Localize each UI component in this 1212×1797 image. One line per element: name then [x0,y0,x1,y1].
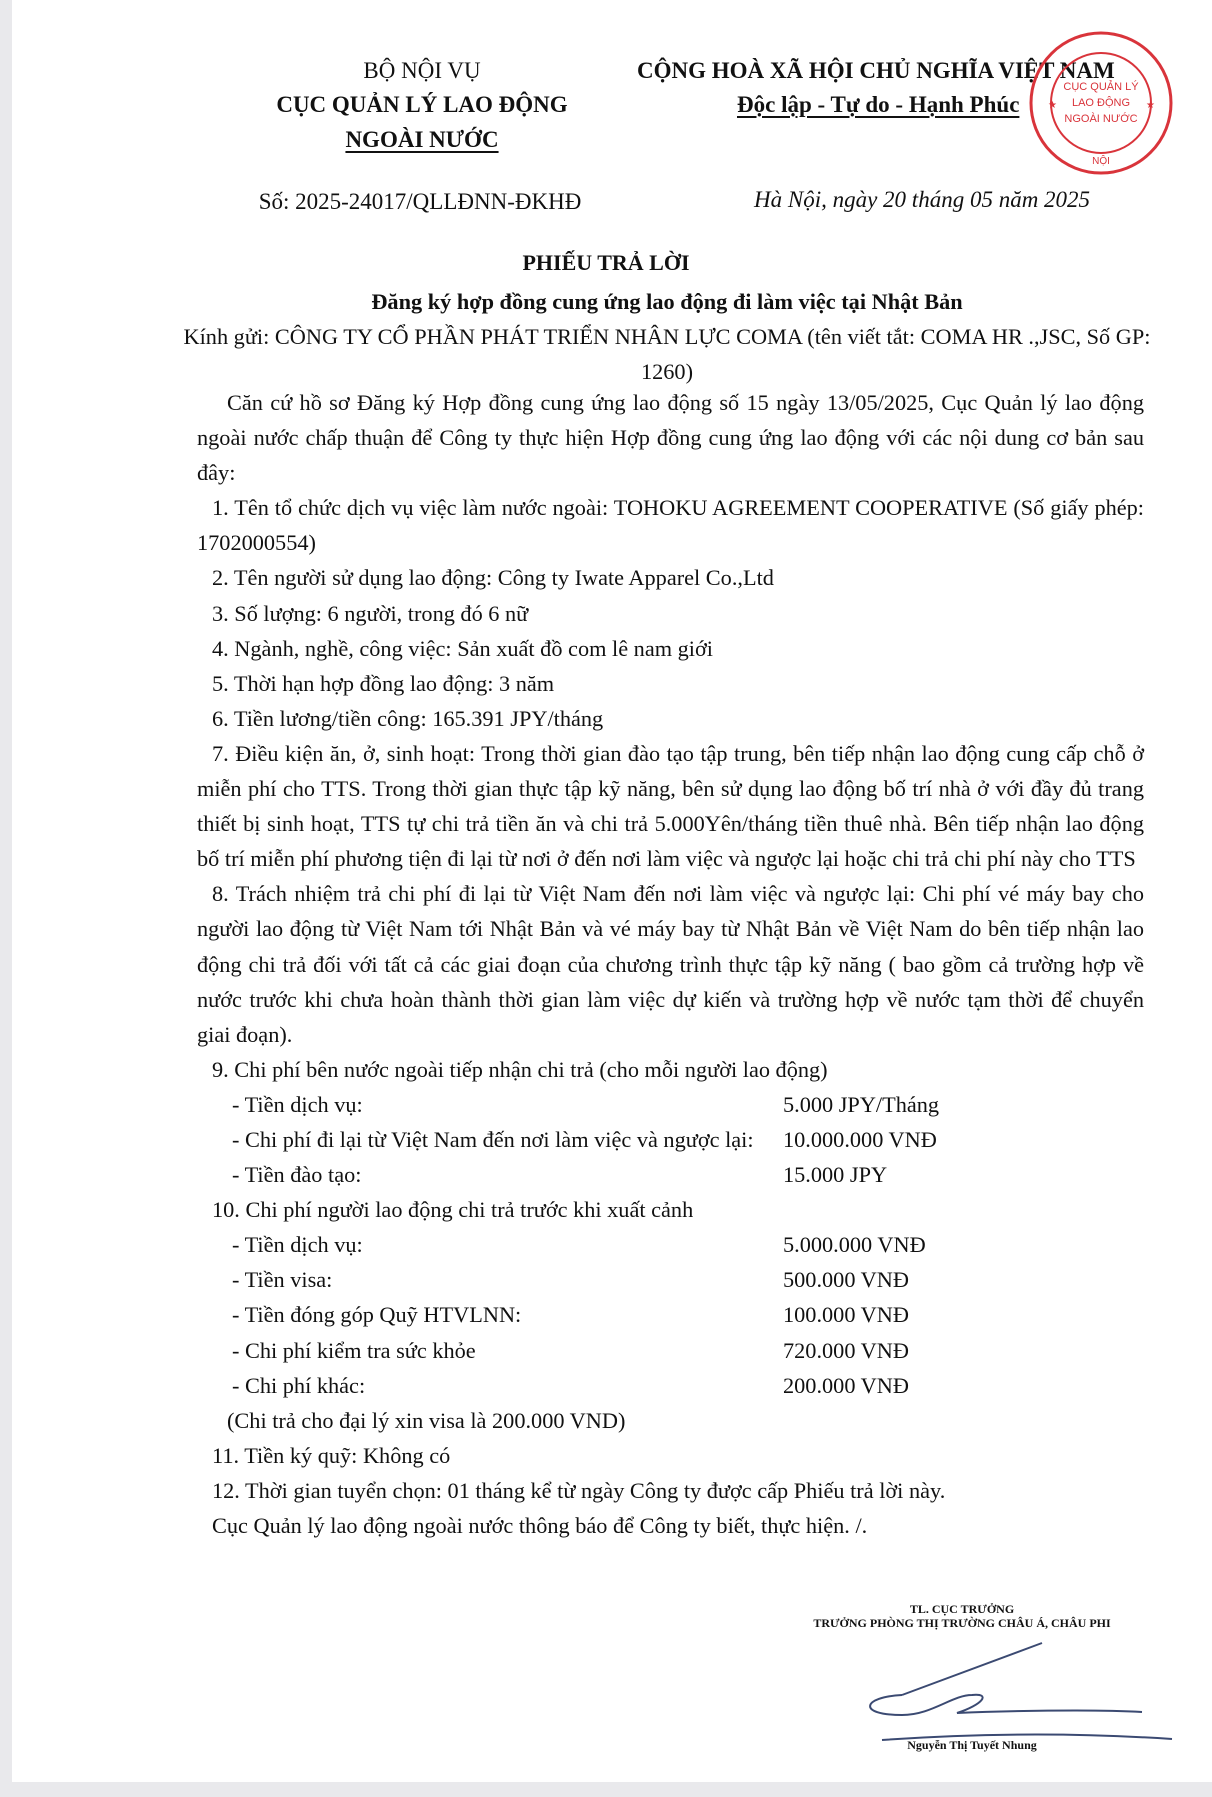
country-name: CỘNG HOÀ XÃ HỘI CHỦ NGHĨA VIỆT NAM [637,58,1115,83]
cost-value: 200.000 VNĐ [783,1372,909,1398]
list-item: 6. Tiền lương/tiền công: 165.391 JPY/tháng [212,705,604,731]
list-item: 11. Tiền ký quỹ: Không có [212,1442,451,1468]
cost-row [197,1297,1144,1332]
cost-value: 10.000.000 VNĐ [783,1126,937,1152]
cost-label: - Tiền dịch vụ: [232,1091,363,1117]
cost-value: 100.000 VNĐ [783,1302,909,1328]
cost-label: - Chi phí đi lại từ Việt Nam đến nơi làm việc và ngược lại: [232,1126,754,1152]
cost-value: 720.000 VNĐ [783,1337,909,1363]
document-body [197,385,1144,1543]
department-line2: NGOÀI NƯỚC [345,127,499,152]
list-item: 5. Thời hạn hợp đồng lao động: 3 năm [212,670,555,696]
cost-row [197,1262,1144,1297]
signer-name: Nguyễn Thị Tuyết Nhung [907,1738,1037,1752]
cost-value: 5.000.000 VNĐ [783,1232,926,1258]
document-subtitle: Đăng ký hợp đồng cung ứng lao động đi làm việc tại Nhật Bản [371,289,963,314]
cost-label: - Tiền đóng góp Quỹ HTVLNN: [232,1302,522,1328]
cost-value: 5.000 JPY/Tháng [783,1091,940,1117]
signature-title: TL. CỤC TRƯỞNG [909,1602,1015,1616]
svg-text:★: ★ [1146,100,1155,111]
cost-row [197,1087,1144,1122]
official-stamp [1026,28,1176,178]
cost-row [197,1227,1144,1262]
ministry-name: BỘ NỘI VỤ [363,58,481,83]
cost-row [197,1333,1144,1368]
cost-label: - Chi phí khác: [232,1372,366,1398]
department-line1: CỤC QUẢN LÝ LAO ĐỘNG [276,92,568,117]
svg-text:NGOÀI NƯỚC: NGOÀI NƯỚC [1064,113,1138,125]
document-page [12,0,1212,1782]
list-item: 8. Trách nhiệm trả chi phí đi lại từ Việt Nam đến nơi làm việc và ngược lại: Chi phí vé máy bay cho người lao động từ Việt Nam tới Nhật Bản và vé máy bay từ Nhật Bản về Việt Nam do bên tiếp nhận lao động chi trả đối với tất cả các giai đoạn của chương trình thực tập kỹ năng ( bao gồm cả trường hợp về nước trước khi chưa hoàn thành thời gian làm việc dự kiến và trường hợp về nước tạm thời để chuyển giai đoạn). [197,881,1144,1047]
document-number: Số: 2025-24017/QLLĐNN-ĐKHĐ [258,189,582,214]
cost-note: (Chi trả cho đại lý xin visa là 200.000 VND) [227,1407,626,1433]
cost-heading: 10. Chi phí người lao động chi trả trước khi xuất cảnh [212,1197,694,1223]
document-date: Hà Nội, ngày 20 tháng 05 năm 2025 [754,187,1091,212]
cost-heading: 9. Chi phí bên nước ngoài tiếp nhận chi trả (cho mỗi người lao động) [212,1056,828,1082]
cost-row [197,1122,1144,1157]
cost-label: - Tiền đào tạo: [232,1162,362,1188]
list-item: 12. Thời gian tuyển chọn: 01 tháng kể từ ngày Công ty được cấp Phiếu trả lời này. [212,1477,946,1503]
motto: Độc lập - Tự do - Hạnh Phúc [737,92,1020,117]
svg-text:★: ★ [1048,100,1057,111]
cost-value: 15.000 JPY [783,1162,888,1188]
cost-row [197,1368,1144,1403]
cost-label: - Tiền dịch vụ: [232,1232,363,1258]
document-title: PHIẾU TRẢ LỜI [522,250,690,275]
list-item: 1. Tên tổ chức dịch vụ việc làm nước ngoài: TOHOKU AGREEMENT COOPERATIVE (Số giấy phép: 1702000554) [197,495,1144,556]
list-item: 2. Tên người sử dụng lao động: Công ty Iwate Apparel Co.,Ltd [212,565,774,591]
closing-line: Cục Quản lý lao động ngoài nước thông báo để Công ty biết, thực hiện. /. [212,1513,868,1538]
intro-paragraph: Căn cứ hồ sơ Đăng ký Hợp đồng cung ứng lao động số 15 ngày 13/05/2025, Cục Quản lý lao động ngoài nước chấp thuận để Công ty thực hiện Hợp đồng cung ứng lao động với các nội dung cơ bản sau đây: [197,390,1144,486]
signature-position: TRƯỞNG PHÒNG THỊ TRƯỜNG CHÂU Á, CHÂU PHI [813,1616,1111,1630]
svg-text:CỤC QUẢN LÝ: CỤC QUẢN LÝ [1063,81,1139,93]
handwritten-signature [862,1635,1182,1750]
cost-value: 500.000 VNĐ [783,1267,909,1293]
list-item: 3. Số lượng: 6 người, trong đó 6 nữ [212,600,529,626]
list-item: 7. Điều kiện ăn, ở, sinh hoạt: Trong thời gian đào tạo tập trung, bên tiếp nhận lao động cung cấp chỗ ở miễn phí cho TTS. Trong thời gian thực tập kỹ năng, bên sử dụng lao động bố trí nhà ở với đầy đủ trang thiết bị sinh hoạt, TTS tự chi trả tiền ăn và chi trả 5.000Yên/tháng tiền thuê nhà. Bên tiếp nhận lao động bố trí miễn phí phương tiện đi lại từ nơi ở đến nơi làm việc và ngược lại hoặc chi trả chi phí này cho TTS [197,740,1144,872]
recipient: Kính gửi: CÔNG TY CỔ PHẦN PHÁT TRIỂN NHÂN LỰC COMA (tên viết tắt: COMA HR .,JSC, Số GP: 1260) [183,324,1151,385]
cost-row [197,1157,1144,1192]
svg-text:NỘI: NỘI [1092,156,1110,167]
svg-text:LAO ĐỘNG: LAO ĐỘNG [1071,97,1131,109]
cost-label: - Tiền visa: [232,1267,333,1293]
cost-label: - Chi phí kiểm tra sức khỏe [232,1337,476,1363]
list-item: 4. Ngành, nghề, công việc: Sản xuất đồ com lê nam giới [212,635,713,661]
